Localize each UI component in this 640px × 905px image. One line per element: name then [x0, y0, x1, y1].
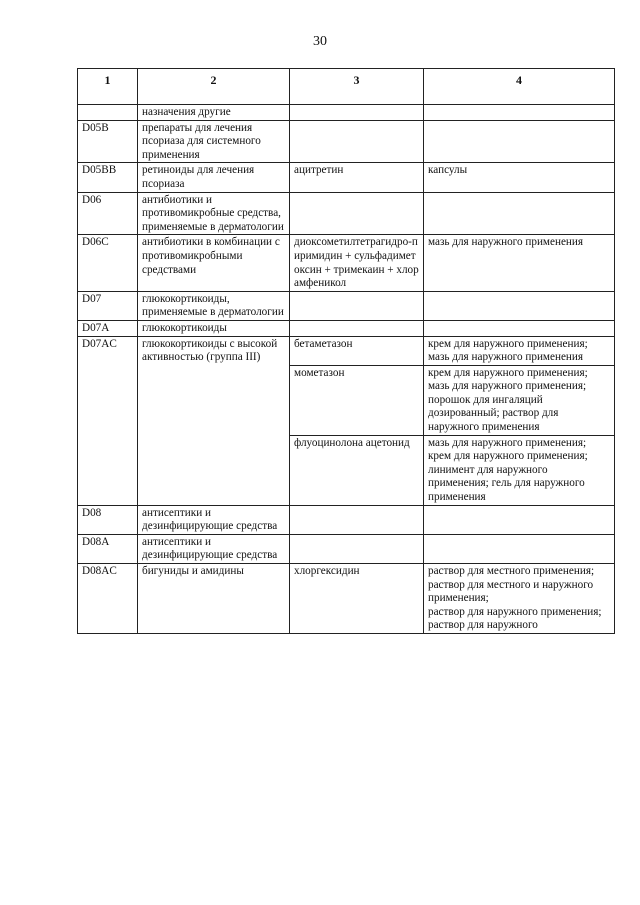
table-row [78, 320, 615, 336]
substance-cell: флуоцинолона ацетонид [290, 435, 424, 505]
atc-code-cell: D07A [78, 320, 138, 336]
substance-cell [290, 291, 424, 320]
group-cell: препараты для лечения псориаза для системного применения [138, 120, 290, 163]
atc-code-cell: D08A [78, 534, 138, 563]
atc-code-cell: D06C [78, 235, 138, 291]
group-cell: антисептики и дезинфицирующие средства [138, 505, 290, 534]
table-row [78, 336, 615, 365]
group-cell: бигуниды и амидины [138, 564, 290, 634]
substance-cell: хлоргексидин [290, 564, 424, 634]
table-row [78, 534, 615, 563]
group-cell: назначения другие [138, 105, 290, 121]
table-row [78, 163, 615, 192]
substance-cell [290, 120, 424, 163]
atc-code-cell: D06 [78, 192, 138, 235]
table-row [78, 235, 615, 291]
page-number: 30 [313, 34, 327, 49]
dosage-form-cell: крем для наружного применения; мазь для наружного применения; порошок для ингаляций дозированный; раствор для наружного применения [424, 365, 615, 435]
group-cell: антибиотики в комбинации с противомикробными средствами [138, 235, 290, 291]
dosage-form-cell: мазь для наружного применения; крем для наружного применения; линимент для наружного применения; гель для наружного применения [424, 435, 615, 505]
substance-cell [290, 320, 424, 336]
dosage-form-cell [424, 320, 615, 336]
group-cell: глюкокортикоиды, применяемые в дерматологии [138, 291, 290, 320]
group-cell: ретиноиды для лечения псориаза [138, 163, 290, 192]
atc-code-cell: D07AC [78, 336, 138, 505]
substance-cell: ацитретин [290, 163, 424, 192]
medicines-table [77, 68, 615, 634]
table-row [78, 564, 615, 634]
substance-cell: диоксометилтетрагидро-пиримидин + сульфадиметоксин + тримекаин + хлорамфеникол [290, 235, 424, 291]
atc-code-cell: D08 [78, 505, 138, 534]
dosage-form-cell [424, 291, 615, 320]
dosage-form-cell [424, 534, 615, 563]
column-header: 2 [138, 69, 290, 105]
table-row [78, 192, 615, 235]
atc-code-cell [78, 105, 138, 121]
dosage-form-cell: крем для наружного применения; мазь для наружного применения [424, 336, 615, 365]
substance-cell [290, 505, 424, 534]
column-header: 1 [78, 69, 138, 105]
substance-cell [290, 534, 424, 563]
substance-cell: мометазон [290, 365, 424, 435]
atc-code-cell: D08AC [78, 564, 138, 634]
table-row [78, 120, 615, 163]
table-row [78, 105, 615, 121]
dosage-form-cell [424, 105, 615, 121]
table-row [78, 291, 615, 320]
group-cell: антисептики и дезинфицирующие средства [138, 534, 290, 563]
atc-code-cell: D07 [78, 291, 138, 320]
dosage-form-cell [424, 505, 615, 534]
substance-cell [290, 192, 424, 235]
substance-cell: бетаметазон [290, 336, 424, 365]
table-header-row [78, 69, 615, 105]
column-header: 3 [290, 69, 424, 105]
column-header: 4 [424, 69, 615, 105]
atc-code-cell: D05BB [78, 163, 138, 192]
group-cell: глюкокортикоиды [138, 320, 290, 336]
dosage-form-cell: раствор для местного применения; раствор для местного и наружного применения; раствор для наружного применения; раствор для наружного [424, 564, 615, 634]
dosage-form-cell [424, 192, 615, 235]
table-row [78, 505, 615, 534]
group-cell: глюкокортикоиды с высокой активностью (группа III) [138, 336, 290, 505]
atc-code-cell: D05B [78, 120, 138, 163]
dosage-form-cell: мазь для наружного применения [424, 235, 615, 291]
substance-cell [290, 105, 424, 121]
group-cell: антибиотики и противомикробные средства, применяемые в дерматологии [138, 192, 290, 235]
dosage-form-cell [424, 120, 615, 163]
dosage-form-cell: капсулы [424, 163, 615, 192]
